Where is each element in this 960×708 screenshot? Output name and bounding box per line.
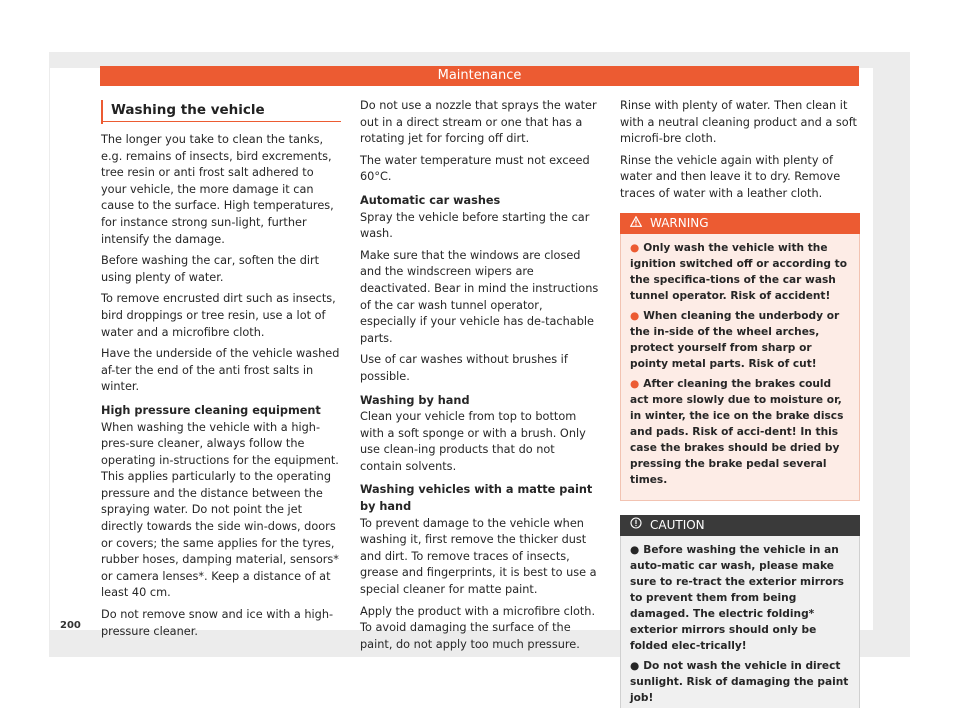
column-right (620, 98, 860, 708)
paragraph: When washing the vehicle with a high-pres-sure cleaner, always follow the operating in-structions for the equipment. This applies particularly to the operating pressure and the distance between the spraying water. Do not point the jet directly towards the side win-dows, doors or covers; the same applies for the tyres, rubber hoses, damping material, sensors* or camera lenses*. Keep a distance of at least 40 cm. (101, 420, 339, 600)
warning-triangle-icon (630, 215, 642, 232)
paragraph: Make sure that the windows are closed and the windscreen wipers are deactivated. Bear in mind the instructions of the car wash tunnel operator, especially if your vehicle has de-tachable parts. (360, 248, 599, 345)
caution-body (620, 536, 860, 708)
subheading-automatic: Automatic car washes (360, 193, 501, 207)
subheading-high-pressure: High pressure cleaning equipment (101, 403, 321, 417)
paragraph: Apply the product with a microfibre cloth. To avoid damaging the surface of the paint, do not apply too much pressure. (360, 604, 596, 651)
column-middle (360, 98, 600, 658)
caution-box (620, 515, 860, 708)
bullet-icon: ● (630, 543, 640, 556)
bullet-icon: ● (630, 659, 640, 672)
paragraph: Spray the vehicle before starting the car wash. (360, 210, 590, 241)
title-underline (101, 121, 341, 122)
paragraph: Do not use a nozzle that sprays the water out in a direct stream or one that has a rotating jet for forcing off dirt. (360, 99, 597, 146)
paragraph: The water temperature must not exceed 60°C. (360, 153, 590, 184)
paragraph: Rinse the vehicle again with plenty of water and then leave it to dry. Remove traces of water with a leather cloth. (620, 153, 841, 200)
paragraph: Do not remove snow and ice with a high-pressure cleaner. (101, 608, 334, 638)
column-left (101, 100, 341, 645)
warning-header (620, 213, 860, 234)
info-circle-icon (630, 517, 642, 534)
paragraph: Clean your vehicle from top to bottom with a soft sponge or with a brush. Only use clean-ing products that do not contain solvents. (360, 410, 586, 473)
paragraph: Rinse with plenty of water. Then clean it with a neutral cleaning product and a soft microfi-bre cloth. (620, 99, 857, 146)
bullet-icon: ● (630, 377, 640, 390)
subheading-matte: Washing vehicles with a matte paint by hand (360, 483, 593, 514)
paragraph: The longer you take to clean the tanks, e.g. remains of insects, bird excrements, tree resin or anti frost salt adhered to your vehicle, the more damage it can cause to the surface. High temperatures, for instance strong sun-light, further intensify the damage. (101, 133, 334, 246)
bullet-icon: ● (630, 241, 640, 254)
warning-box (620, 213, 860, 501)
bullet-icon: ● (630, 309, 640, 322)
paragraph: Have the underside of the vehicle washed af-ter the end of the anti frost salts in winter. (101, 347, 340, 394)
subheading-by-hand: Washing by hand (360, 393, 470, 407)
list-item: ● After cleaning the brakes could act more slowly due to moisture or, in winter, the ice on the brake discs and pads. Risk of acci-dent! In this case the brakes should be dried by pressing the brake pedal several times. (630, 377, 844, 486)
paragraph: To prevent damage to the vehicle when washing it, first remove the thicker dust and dirt. To remove traces of insects, grease and fingerprints, it is best to use a special cleaner for matte paint. (360, 516, 597, 597)
list-item: ● Do not wash the vehicle in direct sunlight. Risk of damaging the paint job! (630, 659, 849, 704)
warning-body (620, 234, 860, 501)
section-title: Washing the vehicle (111, 102, 265, 118)
warning-label: WARNING (650, 215, 709, 230)
paragraph: Before washing the car, soften the dirt using plenty of water. (101, 254, 320, 284)
list-item: ● Before washing the vehicle in an auto-matic car wash, please make sure to re-tract the exterior mirrors to prevent them from being damaged. The electric folding* exterior mirrors should only be folded elec-trically! (630, 543, 844, 652)
paragraph: To remove encrusted dirt such as insects, bird droppings or tree resin, use a lot of water and a microfibre cloth. (101, 292, 336, 339)
caution-header (620, 515, 860, 536)
page-number: 200 (60, 620, 81, 631)
chapter-header: Maintenance (100, 66, 859, 86)
paragraph: Use of car washes without brushes if possible. (360, 353, 568, 383)
caution-label: CAUTION (650, 517, 705, 532)
list-item: ● Only wash the vehicle with the ignition switched off or according to the specifica-tions of the car wash tunnel operator. Risk of accident! (630, 241, 847, 302)
list-item: ● When cleaning the underbody or the in-side of the wheel arches, protect yourself from sharp or pointy metal parts. Risk of cut! (630, 309, 840, 370)
